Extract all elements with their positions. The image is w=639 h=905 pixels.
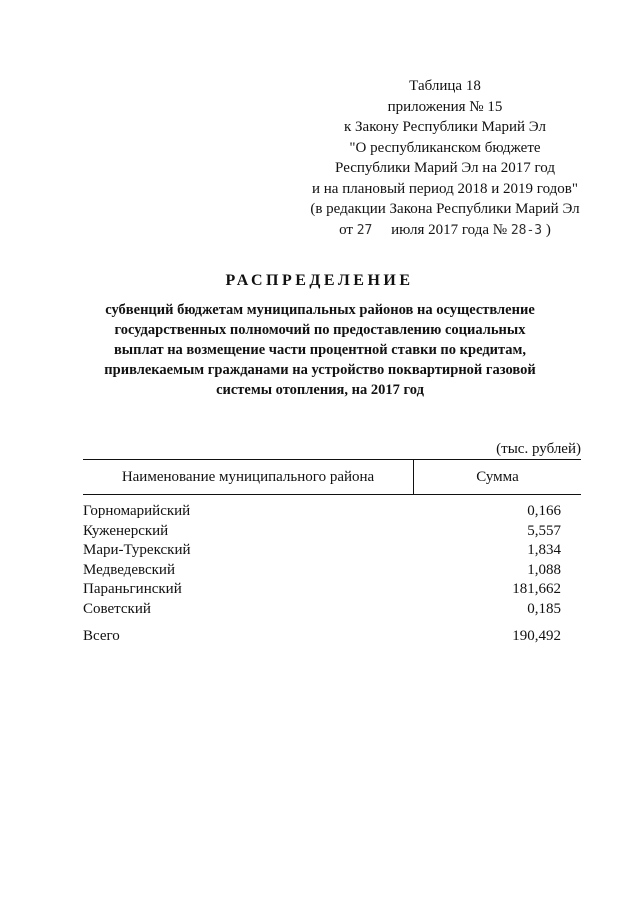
- table-row: [83, 502, 581, 522]
- date-suffix: ): [545, 221, 551, 238]
- date-prefix: от: [339, 221, 353, 238]
- district-sum: 181,662: [512, 581, 561, 597]
- header-line: "О республиканском бюджете: [349, 139, 541, 156]
- district-name: Горномарийский: [83, 503, 191, 519]
- table-row: [83, 522, 581, 542]
- header-line: к Закону Республики Марий Эл: [343, 119, 546, 135]
- district-name: Советский: [83, 600, 151, 617]
- district-sum: 5,557: [527, 522, 561, 539]
- units-label: (тыс. рублей): [496, 441, 581, 457]
- total-label: Всего: [83, 628, 120, 644]
- header-line: приложения № 15: [387, 98, 503, 115]
- district-name: Мари-Турекский: [83, 542, 191, 558]
- subtitle-line: субвенций бюджетам муниципальных районов на осуществление: [105, 302, 535, 318]
- header-line: Таблица 18: [409, 78, 481, 94]
- handwritten-law-number: 28-З: [510, 222, 543, 238]
- district-sum: 1,088: [527, 561, 561, 578]
- table-total-row: [83, 627, 581, 647]
- column-header-sum: Сумма: [476, 468, 519, 485]
- table-row: [83, 561, 581, 581]
- column-header-name: Наименование муниципального района: [83, 460, 414, 494]
- subtitle-line: выплат на возмещение части процентной ставки по кредитам,: [113, 342, 527, 358]
- table-row: [83, 541, 581, 561]
- total-sum: 190,492: [512, 628, 561, 644]
- header-line: (в редакции Закона Республики Марий Эл: [310, 201, 580, 217]
- header-date-line: [290, 220, 600, 242]
- district-name: Медведевский: [83, 561, 175, 578]
- subtitle-line: привлекаемым гражданами на устройство поквартирной газовой: [104, 362, 536, 378]
- district-sum: 0,166: [527, 503, 561, 519]
- subtitle-line: системы отопления, на 2017 год: [216, 382, 424, 398]
- district-sum: 1,834: [527, 542, 561, 558]
- date-middle: июля 2017 года №: [391, 221, 508, 238]
- document-title: РАСПРЕДЕЛЕНИЕ: [225, 272, 414, 289]
- header-line: Республики Марий Эл на 2017 год: [335, 160, 555, 176]
- table-header: [83, 459, 581, 495]
- district-name: Куженерский: [83, 522, 169, 539]
- table-row: [83, 600, 581, 620]
- district-name: Параньгинский: [83, 581, 182, 597]
- district-sum: 0,185: [527, 600, 561, 617]
- header-line: и на плановый период 2018 и 2019 годов": [312, 180, 578, 197]
- document-header: [290, 76, 600, 241]
- distribution-table: [83, 459, 581, 647]
- table-row: [83, 580, 581, 600]
- document-subtitle: [70, 300, 570, 400]
- handwritten-day: 27: [356, 222, 373, 238]
- table-body: [83, 502, 581, 647]
- subtitle-line: государственных полномочий по предоставлению социальных: [114, 322, 526, 338]
